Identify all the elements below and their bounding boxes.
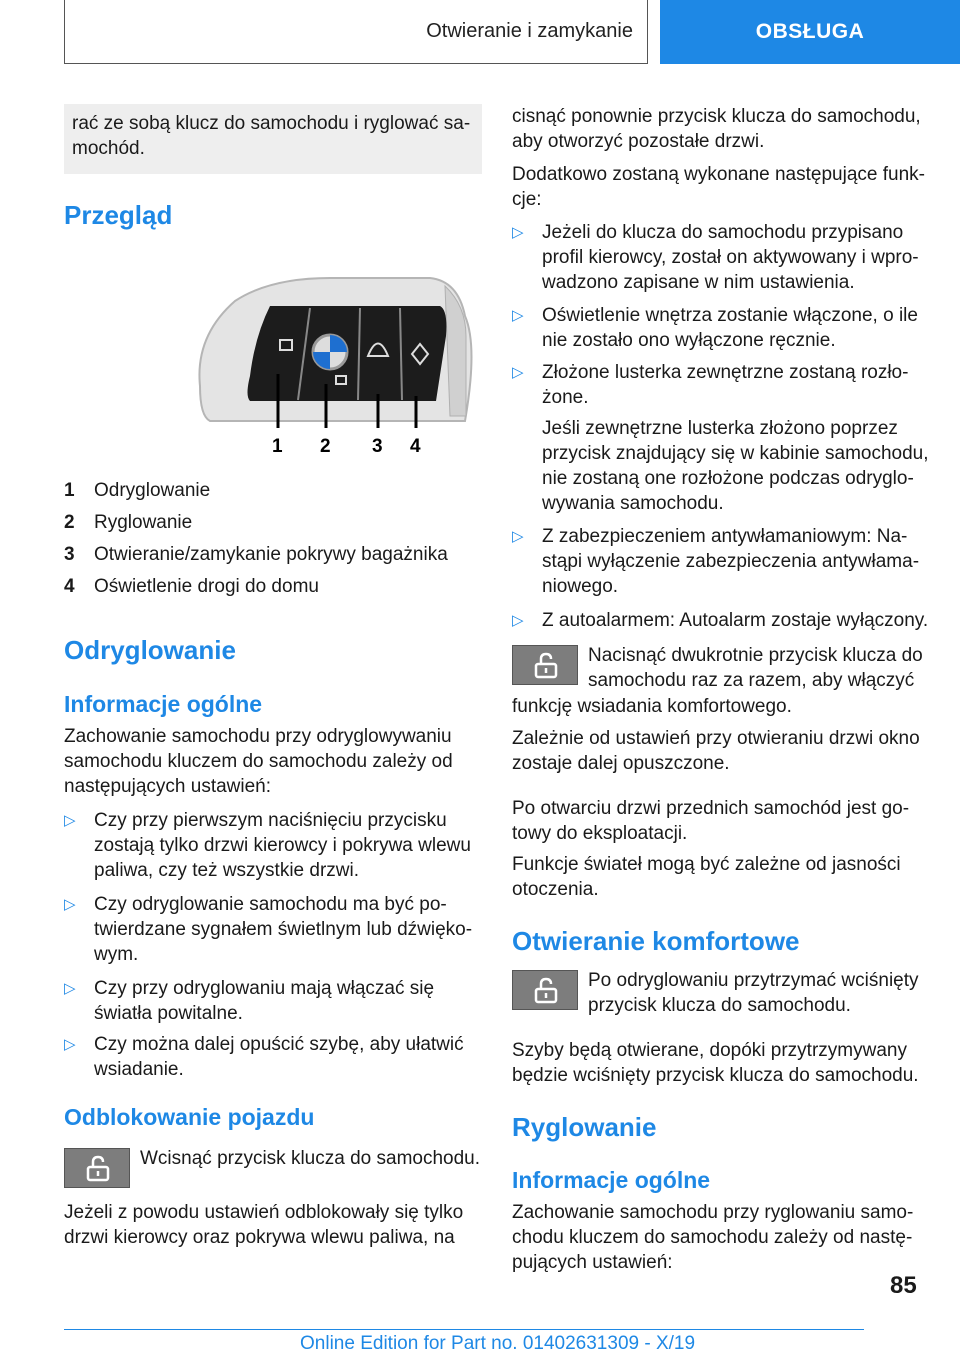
- list-item: ▷ Oświetlenie wnętrza zostanie włączone, o ile nie zostało ono wyłączone ręcznie.: [512, 305, 918, 351]
- locking-general-title: Informacje ogólne: [512, 1167, 711, 1193]
- figure-number-2: 2: [320, 436, 331, 456]
- unlock-title: Odryglowanie: [64, 635, 236, 665]
- list-item: ▷ Z autoalarmem: Autoalarm zostaje wyłączony.: [512, 610, 929, 631]
- footer-text: Online Edition for Part no. 01402631309 - X/19: [300, 1333, 696, 1354]
- unlock-vehicle-text: Wcisnąć przycisk klucza do samochodu.: [140, 1148, 481, 1169]
- list-item: ▷ Czy można dalej opuścić szybę, aby ułatwić wsiadanie.: [64, 1034, 464, 1080]
- double-press-text-continued: funkcję wsiadania komfortowego.: [512, 696, 792, 717]
- triangle-right-icon: ▷: [512, 528, 524, 545]
- figure-number-4: 4: [410, 436, 421, 456]
- page-number: 85: [890, 1272, 917, 1299]
- list-item: ▷ Czy przy odryglowaniu mają włączać się światła powitalne.: [64, 978, 435, 1024]
- note-text: rać ze sobą klucz do samochodu i ryglować samochód.: [72, 113, 471, 159]
- triangle-right-icon: ▷: [512, 224, 524, 241]
- ready-text: Po otwarciu drzwi przednich samochód jest gotowy do eksploatacji.: [512, 798, 910, 844]
- triangle-right-icon: ▷: [64, 896, 76, 913]
- lights-text: Funkcje świateł mogą być zależne od jasności otoczenia.: [512, 854, 901, 900]
- continued-text: cisnąć ponownie przycisk klucza do samochodu, aby otworzyć pozostałe drzwi.: [512, 106, 921, 152]
- locking-general-text: Zachowanie samochodu przy ryglowaniu samochodu kluczem do samochodu zależy od następujących ustawień:: [512, 1202, 914, 1273]
- legend-item-4: 4 Oświetlenie drogi do domu: [64, 576, 319, 597]
- comfort-opening-text: Po odryglowaniu przytrzymać wciśnięty przycisk klucza do samochodu.: [588, 970, 919, 1016]
- general-info-title: Informacje ogólne: [64, 691, 263, 717]
- list-item: ▷ Z zabezpieczeniem antywłamaniowym: Nastąpi wyłączenie zabezpieczenia antywłamaniowego.: [512, 526, 920, 597]
- mirror-subtext: Jeśli zewnętrzne lusterka złożono poprzez przycisk znajdujący się w kabinie samochodu, nie zostaną one rozłożone podczas odryglowywania samochodu.: [542, 418, 929, 514]
- comfort-opening-title: Otwieranie komfortowe: [512, 926, 800, 956]
- triangle-right-icon: ▷: [512, 364, 524, 381]
- list-item: ▷ Czy przy pierwszym naciśnięciu przycisku zostają tylko drzwi kierowcy i pokrywa wlewu paliwa, czy też wszystkie drzwi.: [64, 810, 471, 881]
- triangle-right-icon: ▷: [64, 980, 76, 997]
- legend-item-2: 2 Ryglowanie: [64, 512, 193, 533]
- closing-text: Jeżeli z powodu ustawień odblokowały się tylko drzwi kierowcy oraz pokrywa wlewu paliwa, na: [64, 1202, 464, 1248]
- padlock-open-icon: [64, 1148, 130, 1188]
- list-item: ▷ Złożone lusterka zewnętrzne zostaną rozłożone.: [512, 362, 909, 408]
- locking-title: Ryglowanie: [512, 1112, 657, 1142]
- general-info-text: Zachowanie samochodu przy odryglowywaniu samochodu kluczem do samochodu zależy od następujących ustawień:: [64, 726, 453, 797]
- list-item: ▷ Jeżeli do klucza do samochodu przypisano profil kierowcy, został on aktywowany i wprowadzono zapisane w nim ustawienia.: [512, 222, 919, 293]
- triangle-right-icon: ▷: [512, 307, 524, 324]
- header-chapter: OBSŁUGA: [660, 0, 960, 64]
- note-box: [64, 104, 482, 174]
- padlock-open-icon: [512, 970, 578, 1010]
- figure-number-3: 3: [372, 436, 383, 456]
- key-fob-illustration: [126, 276, 544, 456]
- window-text: Zależnie od ustawień przy otwieraniu drzwi okno zostaje dalej opuszczone.: [512, 728, 920, 774]
- list-item: ▷ Czy odryglowanie samochodu ma być potwierdzane sygnałem świetlnym lub dźwiękowym.: [64, 894, 473, 965]
- windows-open-text: Szyby będą otwierane, dopóki przytrzymywany będzie wciśnięty przycisk klucza do samochodu.: [512, 1040, 919, 1086]
- overview-title: Przegląd: [64, 200, 173, 230]
- figure-number-1: 1: [272, 436, 283, 456]
- double-press-text: Nacisnąć dwukrotnie przycisk klucza do samochodu raz za razem, aby włączyć: [588, 645, 923, 691]
- legend-item-3: 3 Otwieranie/zamykanie pokrywy bagażnika: [64, 544, 448, 565]
- extra-functions-text: Dodatkowo zostaną wykonane następujące funkcje:: [512, 164, 925, 210]
- unlock-vehicle-title: Odblokowanie pojazdu: [64, 1104, 315, 1130]
- triangle-right-icon: ▷: [64, 812, 76, 829]
- header-section-title: Otwieranie i zamykanie: [64, 0, 648, 64]
- legend-item-1: 1 Odryglowanie: [64, 480, 211, 501]
- footer-divider: [64, 1329, 864, 1330]
- triangle-right-icon: ▷: [512, 612, 524, 629]
- padlock-open-icon: [512, 645, 578, 685]
- triangle-right-icon: ▷: [64, 1036, 76, 1053]
